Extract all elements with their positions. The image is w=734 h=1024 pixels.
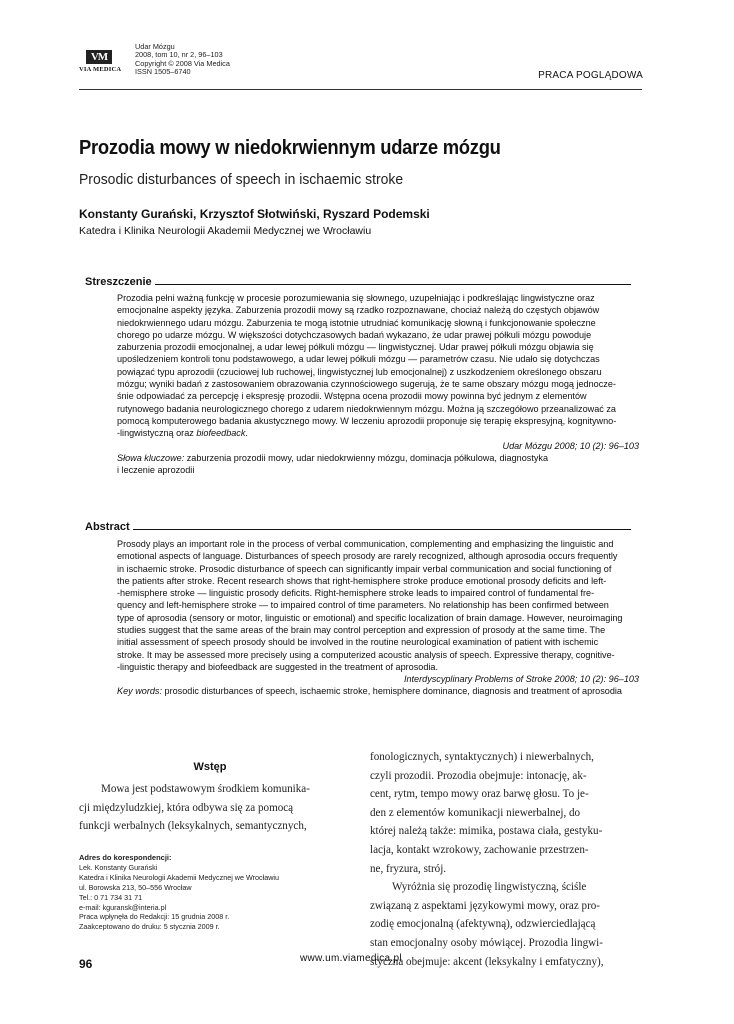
keywords-label: Key words: <box>117 686 162 697</box>
body-line: styczna obejmuje: akcent (leksykalny i emfatyczny), <box>370 955 604 968</box>
keywords-label: Słowa kluczowe: <box>117 452 185 463</box>
abstract-line: initial assessment of speech prosody should be involved in the routine neurological examination of patient with ischemic <box>117 637 599 648</box>
abstract-line: quency and left-hemisphere stroke — to impaired control of time parameters. No relationship has been confirmed between <box>117 600 609 611</box>
body-line: Mowa jest podstawowym środkiem komunika- <box>101 783 310 795</box>
abstract-heading: Abstract <box>85 521 130 533</box>
body-line: cent, rytm, tempo mowy oraz barwę głosu. To je- <box>370 788 589 801</box>
header-rule <box>79 89 642 90</box>
heading-rule <box>155 284 631 285</box>
body-line: cji międzyludzkiej, która odbywa się za pomocą <box>79 801 294 814</box>
body-line: fonologicznych, syntaktycznych) i niewerbalnych, <box>370 751 594 763</box>
journal-meta-line: Copyright © 2008 Via Medica <box>135 58 230 68</box>
correspondence-line: Zaakceptowano do druku: 5 stycznia 2009 r. <box>79 922 220 932</box>
section-heading: Wstęp <box>193 761 227 773</box>
abstract-line: -linguistic therapy and biofeedback are suggested in the treatment of aprosodia. <box>117 661 439 672</box>
abstract-line-end: . <box>245 428 248 439</box>
correspondence-email[interactable]: e-mail: kguransk@interia.pl <box>79 902 167 912</box>
abstract-line: niedokrwiennego udaru mózgu. Zaburzenia te mogą istotnie utrudniać komunikację słowną i funkcjonowanie społeczne <box>117 317 596 328</box>
body-line: której należą także: mimika, postawa ciała, gestyku- <box>370 825 603 838</box>
correspondence-line: Lek. Konstanty Gurański <box>79 862 158 872</box>
abstract-line: -hemisphere stroke — linguistic prosody deficits. Right-hemisphere stroke leads to impaired control of fundamental fre- <box>117 588 595 599</box>
abstract-line: śnie odpowiadać za percepcję i ekspresję prozodii. Wstępna ocena prozodii mowy powinna być jednym z elementów <box>117 391 587 402</box>
correspondence-heading: Adres do korespondencji: <box>79 853 172 862</box>
abstract-line: in ischaemic stroke. Prosodic disturbance of speech can significantly impair verbal communication and social functioning of <box>117 563 612 574</box>
abstract-line: Prosody plays an important role in the process of verbal communication, complementing and emphasizing the linguistic and <box>117 539 614 549</box>
abstract-line: zaburzenia prozodii emocjonalnej, a udar lewej półkuli mózgu — lingwistycznej. Udar prawej półkuli mózgu objawia się <box>117 342 594 353</box>
body-line: funkcji werbalnych (leksykalnych, semantycznych, <box>79 820 307 833</box>
keywords-en <box>117 685 639 697</box>
logo-text: VIA MEDICA <box>79 66 122 73</box>
body-left-column <box>79 780 341 836</box>
abstract-body <box>117 538 639 698</box>
abstract-line: emocjonalne aspekty języka. Zaburzenia prozodii mowy są rzadko rozpoznawane, chociaż należą do częstych objawów <box>117 305 600 316</box>
journal-url[interactable]: www.um.viamedica.pl <box>300 953 402 964</box>
streszczenie-heading: Streszczenie <box>85 276 152 288</box>
body-right-column <box>370 748 640 971</box>
correspondence-line: ul. Borowska 213, 50–556 Wrocław <box>79 882 192 892</box>
abstract-line: powiązać typu aprozodii (czuciowej lub ruchowej, lingwistycznej lub emocjonalnej) z uszkodzeniem określonego obszaru <box>117 366 602 377</box>
abstract-italic-term: biofeedback <box>196 428 246 439</box>
article-title: Prozodia mowy w niedokrwiennym udarze mózgu <box>79 137 501 159</box>
correspondence-line: Katedra i Klinika Neurologii Akademii Medycznej we Wrocławiu <box>79 872 280 882</box>
journal-meta-line: ISSN 1505–6740 <box>135 67 191 77</box>
body-line: związaną z aspektami językowymi mowy, oraz pro- <box>370 899 600 912</box>
abstract-line: emotional aspects of language. Disturbances of speech prosody are rarely recognized, although aprosodia occurs frequently <box>117 551 618 562</box>
abstract-last-line <box>117 427 639 439</box>
affiliation: Katedra i Klinika Neurologii Akademii Medycznej we Wrocławiu <box>79 225 372 237</box>
keywords-pl <box>117 452 639 477</box>
publisher-logo <box>79 50 122 73</box>
correspondence-block <box>79 853 279 932</box>
abstract-line: Prozodia pełni ważną funkcję w procesie porozumiewania się słownego, uzupełniając i podkreślając lingwistyczne oraz <box>117 293 595 303</box>
abstract-line: chorego po udarze mózgu. W większości dotychczasowych badań wykazano, że udar prawej półkuli mózgu powoduje <box>117 329 592 340</box>
body-line: czyli prozodii. Prozodia obejmuje: intonację, ak- <box>370 769 587 782</box>
logo-mark: VM <box>86 50 112 64</box>
abstract-line: studies suggest that the same areas of the brain may control perception and expression of prosody at the same time. The <box>117 625 606 636</box>
abstract-line: type of aprosodia (sensory or motor, linguistic or emotional) and specific localization of brain damage. However, neuroimaging <box>117 612 623 623</box>
streszczenie-body <box>117 292 639 476</box>
journal-meta <box>135 43 230 77</box>
journal-meta-line: Udar Mózgu <box>135 42 175 51</box>
streszczenie-citation: Udar Mózgu 2008; 10 (2): 96–103 <box>502 440 639 451</box>
correspondence-line: Praca wpłynęła do Redakcji: 15 grudnia 2008 r. <box>79 912 230 922</box>
abstract-citation: Interdyscyplinary Problems of Stroke 2008; 10 (2): 96–103 <box>403 674 639 685</box>
authors: Konstanty Gurański, Krzysztof Słotwiński, Ryszard Podemski <box>79 207 430 221</box>
keywords-text: prosodic disturbances of speech, ischaemic stroke, hemisphere dominance, diagnosis and treatment of aprosodia <box>161 686 622 697</box>
body-line: lacja, kontakt wzrokowy, zachowanie przestrzen- <box>370 843 589 856</box>
body-line: stan emocjonalny osoby mówiącej. Prozodia lingwi- <box>370 936 603 949</box>
keywords-text: zaburzenia prozodii mowy, udar niedokrwienny mózgu, dominacja półkulowa, diagnostyka <box>184 452 549 463</box>
abstract-heading-row <box>85 521 631 533</box>
heading-rule <box>133 529 631 530</box>
abstract-line: upośledzeniem kontroli tonu podstawowego, a udar lewej półkuli mózgu — parametrów czasu. Nie udało się dotychczas <box>117 354 600 365</box>
abstract-line: rutynowego badania neurologicznego chorego z udarem niedokrwiennym mózgu. Można ją szczegółowo przeanalizować za <box>117 403 616 414</box>
journal-meta-line: 2008, tom 10, nr 2, 96–103 <box>135 50 223 60</box>
streszczenie-heading-row <box>85 276 631 288</box>
abstract-line: pomocą komputerowego badania akustycznego mowy. W leczeniu aprozodii proponuje się terapię ekspresyjną, kognitywno- <box>117 415 617 426</box>
body-line: zodię emocjonalną (afektywną), odzwierciedlającą <box>370 918 596 931</box>
body-line: ne, fryzura, strój. <box>370 862 447 875</box>
abstract-line: mózgu; wyniki badań z zastosowaniem obrazowania czynnościowego sugerują, że te same obszary mózgu mogą jednocze- <box>117 379 616 390</box>
section-label: PRACA POGLĄDOWA <box>538 70 643 81</box>
keywords-text: i leczenie aprozodii <box>117 464 195 475</box>
page-number: 96 <box>79 957 93 971</box>
abstract-line-text: -lingwistyczną oraz <box>117 428 197 439</box>
abstract-line: stroke. It may be assessed more precisely using a computerized acoustic analysis of speech. Expressive therapy, cognitive- <box>117 649 615 660</box>
correspondence-line: Tel.: 0 71 734 31 71 <box>79 892 143 902</box>
body-line: Wyróżnia się prozodię lingwistyczną, ściśle <box>392 881 587 894</box>
body-line: den z elementów komunikacji niewerbalnej, do <box>370 806 581 819</box>
abstract-line: the patients after stroke. Recent research shows that right-hemisphere stroke produce emotional prosody deficits and left- <box>117 575 607 586</box>
article-subtitle: Prosodic disturbances of speech in ischaemic stroke <box>79 171 404 188</box>
